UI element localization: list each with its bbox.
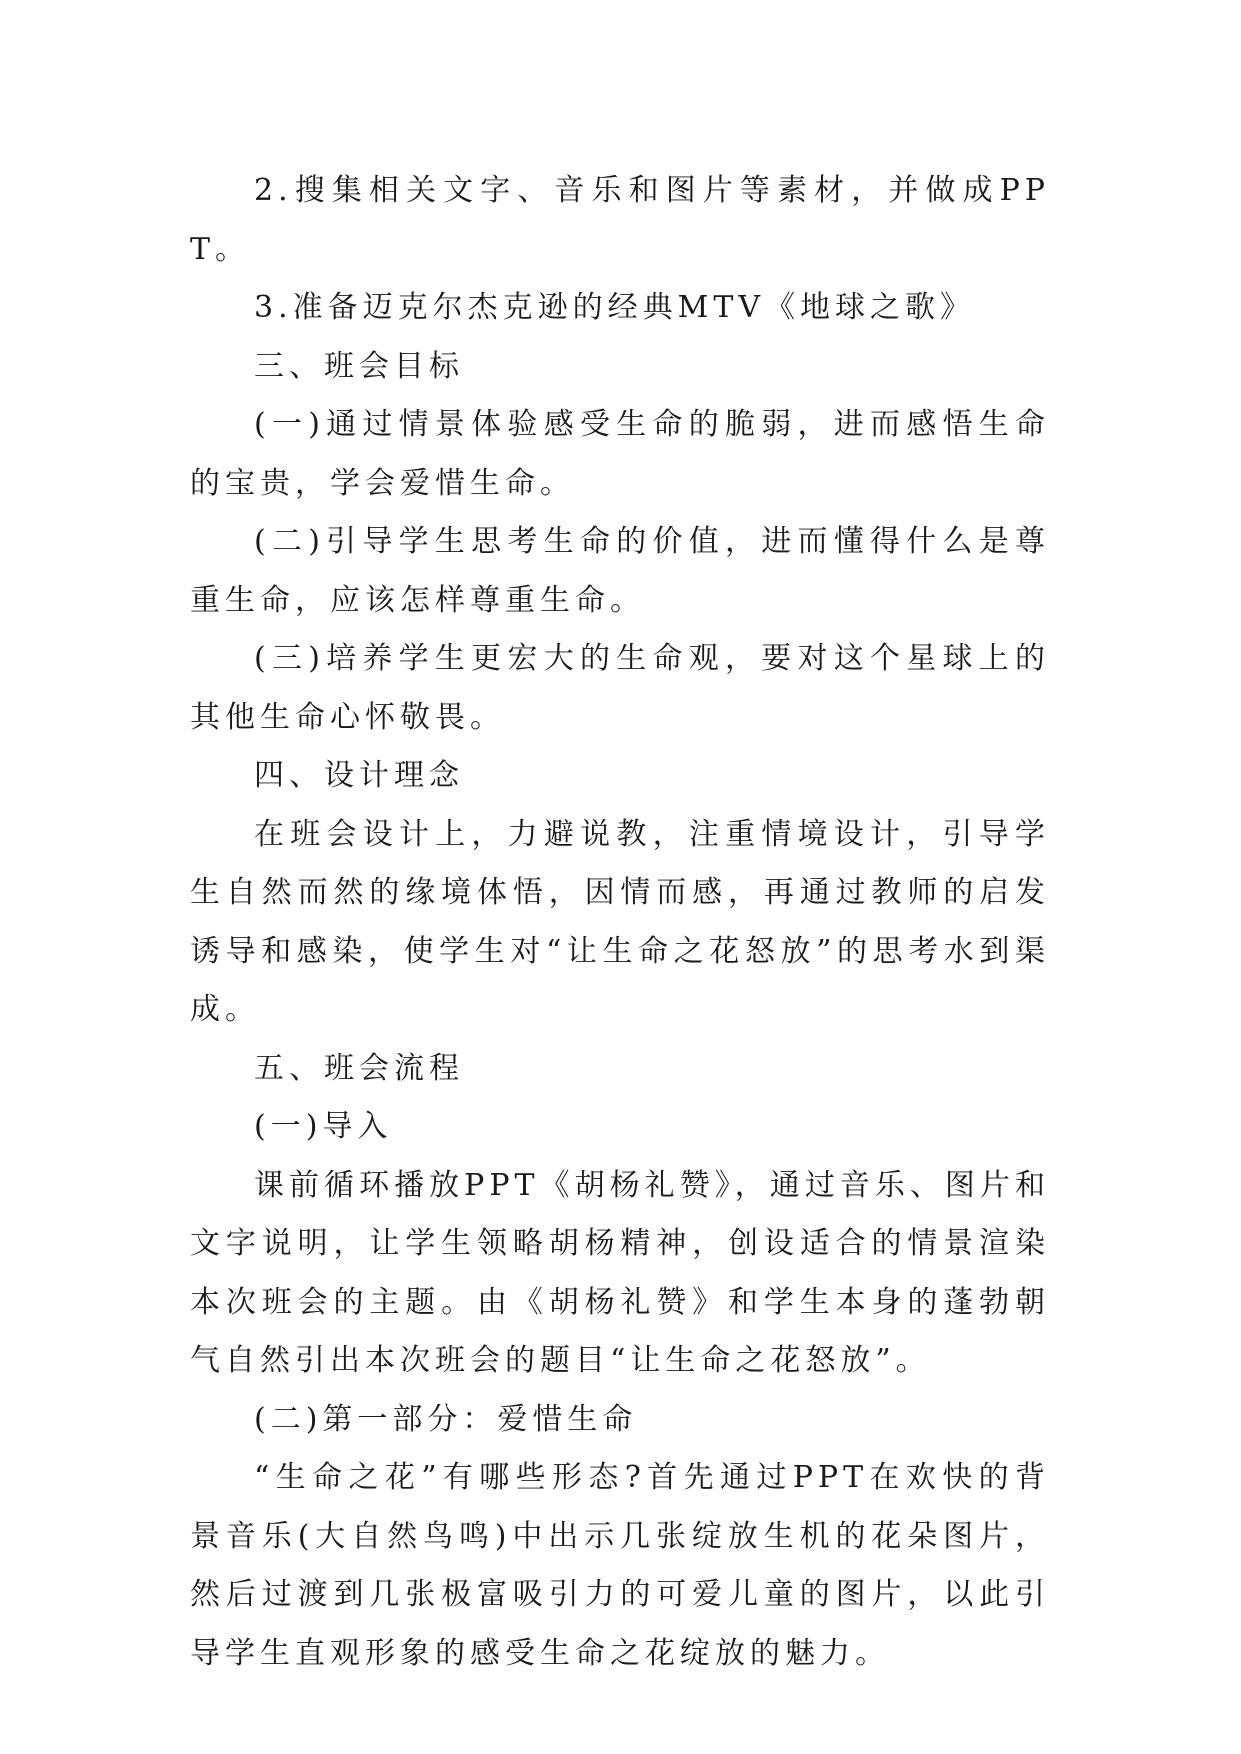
paragraph-goal-1: (一)通过情景体验感受生命的脆弱，进而感悟生命的宝贵，学会爱惜生命。 bbox=[190, 407, 1050, 501]
heading-class-goals: 三、班会目标 bbox=[254, 348, 464, 384]
paragraph-intro: 课前循环播放PPT《胡杨礼赞》，通过音乐、图片和文字说明，让学生领略胡杨精神，创设适合的情景渲染本次班会的主题。由《胡杨礼赞》和学生本身的蓬勃朝气自然引出本次班会的题目“让生命之花怒放”。 bbox=[190, 1167, 1050, 1378]
paragraph-goal-2: (二)引导学生思考生命的价值，进而懂得什么是尊重生命，应该怎样尊重生命。 bbox=[190, 524, 1050, 618]
paragraph-design-concept: 在班会设计上，力避说教，注重情境设计，引导学生自然而然的缘境体悟，因情而感，再通过教师的启发诱导和感染，使学生对“让生命之花怒放”的思考水到渠成。 bbox=[190, 816, 1050, 1027]
heading-intro: (一)导入 bbox=[254, 1109, 393, 1144]
paragraph-prep-mtv: 3.准备迈克尔杰克逊的经典MTV《地球之歌》 bbox=[254, 290, 976, 325]
heading-part-one: (二)第一部分：爱惜生命 bbox=[254, 1401, 638, 1437]
paragraph-prep-materials: 2.搜集相关文字、音乐和图片等素材，并做成PPT。 bbox=[190, 173, 1050, 267]
heading-design-concept: 四、设计理念 bbox=[254, 758, 464, 793]
paragraph-goal-3: (三)培养学生更宏大的生命观，要对这个星球上的其他生命心怀敬畏。 bbox=[190, 641, 1050, 735]
document-body bbox=[190, 162, 1050, 1683]
heading-class-process: 五、班会流程 bbox=[254, 1050, 464, 1086]
paragraph-part-one: “生命之花”有哪些形态?首先通过PPT在欢快的背景音乐(大自然鸟鸣)中出示几张绽放生机的花朵图片，然后过渡到几张极富吸引力的可爱儿童的图片，以此引导学生直观形象的感受生命之花绽放的魅力。 bbox=[190, 1460, 1050, 1671]
